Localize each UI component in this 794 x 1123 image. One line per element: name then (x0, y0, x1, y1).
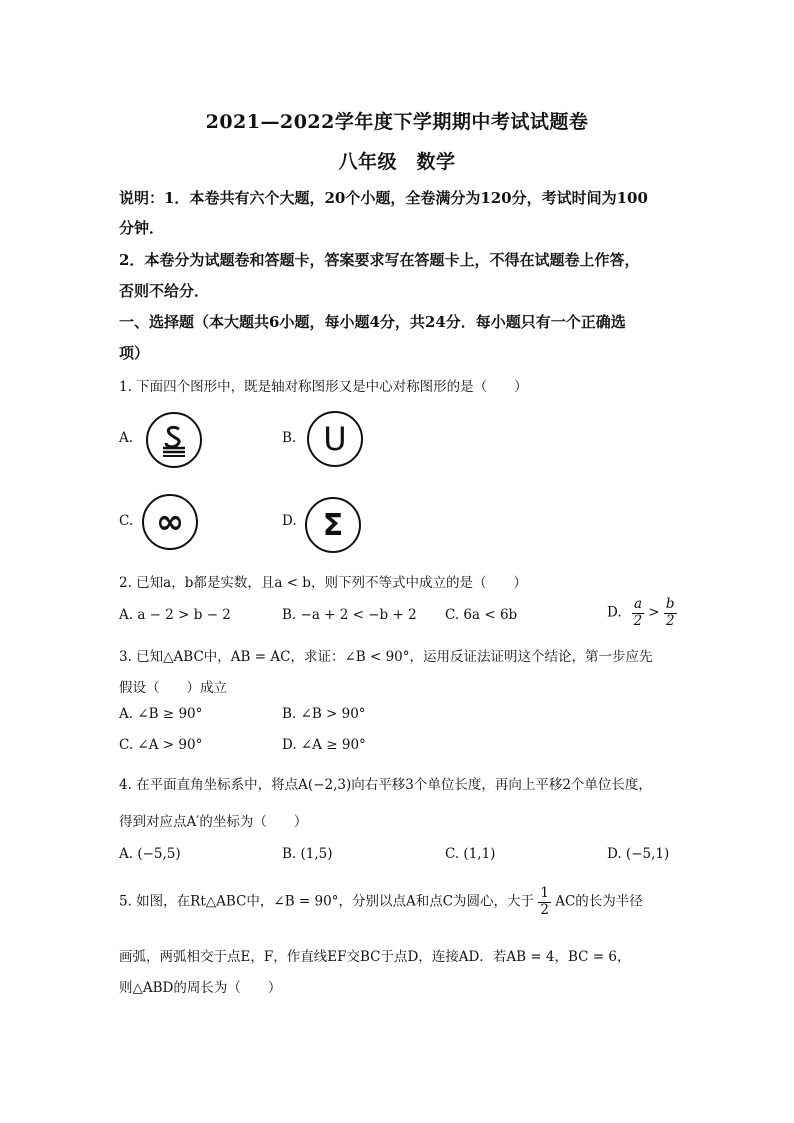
wavy-lines-glyph (157, 423, 191, 457)
u-letter-icon: U (307, 411, 363, 467)
q1-option-a-label: A. (119, 430, 134, 446)
question-4-line-2: 得到对应点A′的坐标为（ ） (119, 814, 308, 830)
page-title: 2021—2022学年度下学期期中考试试题卷 (205, 111, 589, 133)
note-line-1: 说明：1．本卷共有六个大题，20个小题，全卷满分为120分，考试时间为100 (119, 189, 648, 207)
q5-fraction (538, 887, 551, 917)
question-3-line-2: 假设（ ）成立 (119, 680, 227, 696)
q2-option-d-label: D. (607, 604, 622, 621)
question-1-stem: 1. 下面四个图形中，既是轴对称图形又是中心对称图形的是（ ） (119, 379, 528, 395)
q3-option-a: A. ∠B ≥ 90° (119, 706, 203, 722)
q2-frac-den-b: 2 (665, 612, 675, 629)
q4-option-d: D. (−5,1) (607, 846, 670, 862)
q2-fraction-a (632, 598, 644, 628)
q5-frac-den: 2 (540, 901, 549, 918)
question-4-line-1: 4. 在平面直角坐标系中，将点A(−2,3)向右平移3个单位长度，再向上平移2个单位长度， (119, 777, 652, 793)
q4-option-b: B. (1,5) (282, 846, 333, 862)
note-line-4: 否则不给分． (119, 282, 210, 300)
q2-option-b: B. −a + 2 < −b + 2 (282, 607, 417, 623)
page-subtitle: 八年级 数学 (338, 151, 456, 173)
question-5-line-2: 画弧，两弧相交于点E，F，作直线EF交BC于点D，连接AD．若AB = 4，BC = 6， (119, 949, 631, 965)
q1-option-c-label: C. (119, 513, 134, 529)
q5-line-1-pre: 5. 如图，在Rt△ABC中，∠B = 90°，分别以点A和点C为圆心，大于 (119, 893, 535, 910)
q2-gt-symbol: > (648, 604, 660, 621)
q3-option-d: D. ∠A ≥ 90° (282, 737, 366, 753)
section-heading-cont: 项） (119, 344, 150, 362)
note-line-3: 2．本卷分为试题卷和答题卡，答案要求写在答题卡上，不得在试题卷上作答， (119, 251, 640, 269)
question-2-stem: 2. 已知a，b都是实数，且a < b，则下列不等式中成立的是（ ） (119, 575, 527, 591)
sigma-icon: Σ (305, 497, 361, 553)
q1-option-b-label: B. (282, 430, 297, 446)
q2-fraction-b (664, 598, 677, 628)
q5-line-1-post: AC的长为半径 (555, 893, 643, 910)
q4-option-c: C. (1,1) (445, 846, 496, 862)
q3-option-c: C. ∠A > 90° (119, 737, 203, 753)
q2-frac-num-b: b (665, 596, 675, 612)
q2-frac-num-a: a (633, 596, 642, 612)
question-3-line-1: 3. 已知△ABC中，AB = AC，求证：∠B < 90°，运用反证法证明这个结论，第一步应先 (119, 649, 653, 665)
infinity-icon: ∞ (142, 494, 198, 550)
q2-option-c: C. 6a < 6b (445, 607, 518, 623)
q4-option-a: A. (−5,5) (119, 846, 181, 862)
question-5-line-3: 则△ABD的周长为（ ） (119, 980, 282, 996)
q3-option-b: B. ∠B > 90° (282, 706, 366, 722)
q5-frac-num: 1 (540, 885, 549, 901)
wavy-lines-icon (146, 412, 202, 468)
q2-option-d (607, 598, 677, 628)
section-heading: 一、选择题（本大题共6小题，每小题4分，共24分．每小题只有一个正确选 (119, 313, 626, 331)
q1-option-d-label: D. (282, 513, 297, 529)
q2-frac-den-a: 2 (633, 612, 643, 629)
note-line-2: 分钟． (119, 219, 165, 237)
q2-option-a: A. a − 2 > b − 2 (119, 607, 231, 623)
question-5-line-1 (119, 887, 643, 917)
